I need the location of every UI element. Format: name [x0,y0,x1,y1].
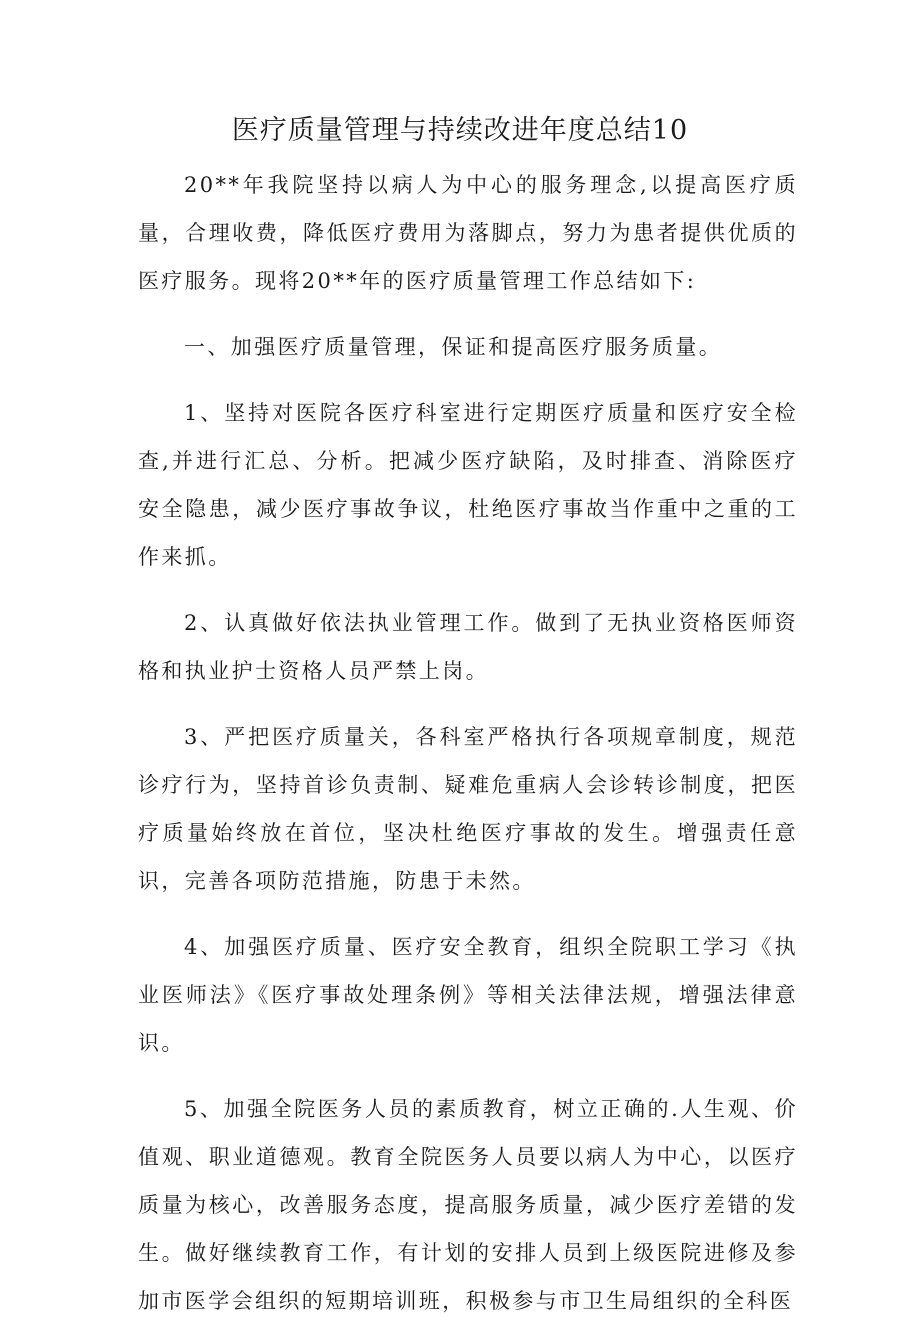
paragraph-item-5: 5、加强全院医务人员的素质教育，树立正确的.人生观、价值观、职业道德观。教育全院医务人员要以病人为中心，以医疗质量为核心，改善服务态度，提高服务质量，减少医疗差错的发生。做好继续教育工作，有计划的安排人员到上级医院进修及参加市医学会组织的短期培训班，积极参与市卫生局组织的全科医 [138,1097,798,1313]
document-body [138,161,798,1343]
paragraph-item-4: 4、加强医疗质量、医疗安全教育，组织全院职工学习《执业医师法》《医疗事故处理条例》等相关法律法规，增强法律意识。 [138,935,798,1055]
paragraph-item-1: 1、坚持对医院各医疗科室进行定期医疗质量和医疗安全检查,并进行汇总、分析。把减少医疗缺陷，及时排查、消除医疗安全隐患，减少医疗事故争议，杜绝医疗事故当作重中之重的工作来抓。 [138,401,798,569]
document-title: 医疗质量管理与持续改进年度总结10 [231,115,689,146]
paragraph-item-2: 2、认真做好依法执业管理工作。做到了无执业资格医师资格和执业护士资格人员严禁上岗。 [138,611,798,683]
paragraph-intro: 20**年我院坚持以病人为中心的服务理念,以提高医疗质量，合理收费，降低医疗费用为落脚点，努力为患者提供优质的医疗服务。现将20**年的医疗质量管理工作总结如下: [138,173,798,293]
section-heading-1: 一、加强医疗质量管理，保证和提高医疗服务质量。 [184,335,723,359]
paragraph-item-3: 3、严把医疗质量关，各科室严格执行各项规章制度，规范诊疗行为，坚持首诊负责制、疑难危重病人会诊转诊制度，把医疗质量始终放在首位，坚决杜绝医疗事故的发生。增强责任意识，完善各项防范措施，防患于未然。 [138,725,798,893]
